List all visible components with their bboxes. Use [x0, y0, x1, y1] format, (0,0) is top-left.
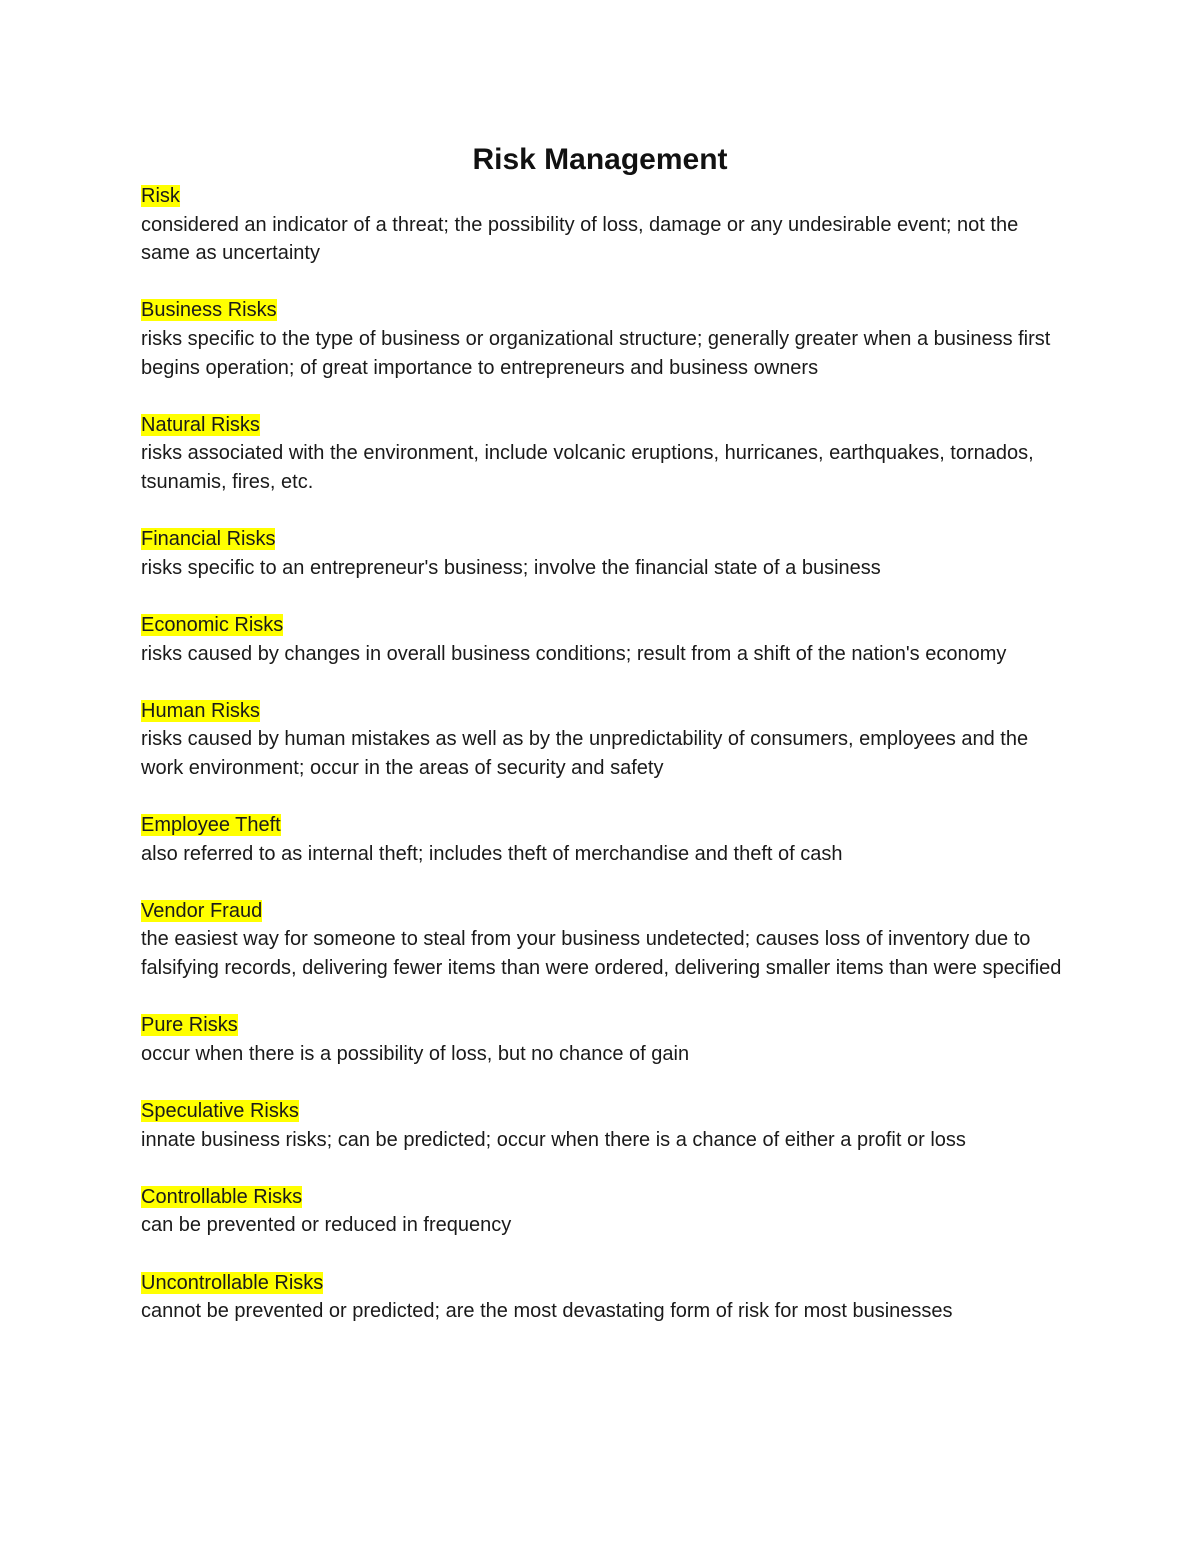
glossary-term [141, 525, 1066, 554]
term-highlight: Financial Risks [141, 528, 276, 551]
glossary-term [141, 296, 1066, 325]
glossary-definition: risks caused by changes in overall business conditions; result from a shift of the nation's economy [141, 642, 1007, 665]
glossary-entry [141, 1269, 1066, 1326]
term-highlight: Natural Risks [141, 413, 260, 436]
glossary-definition: occur when there is a possibility of loss, but no chance of gain [141, 1042, 690, 1065]
glossary-entry [141, 697, 1066, 783]
glossary-definition: risks specific to the type of business or organizational structure; generally greater when a business first begins operation; of great importance to entrepreneurs and business owners [141, 327, 1051, 379]
term-highlight: Human Risks [141, 699, 260, 722]
glossary-term [141, 697, 1066, 726]
term-highlight: Economic Risks [141, 613, 284, 636]
glossary-entry [141, 897, 1066, 983]
glossary-entry [141, 296, 1066, 382]
glossary-definition: cannot be prevented or predicted; are the most devastating form of risk for most businesses [141, 1300, 953, 1323]
glossary-entry [141, 411, 1066, 497]
glossary-entry [141, 1011, 1066, 1068]
glossary-entry [141, 1183, 1066, 1240]
term-highlight: Speculative Risks [141, 1100, 299, 1122]
term-highlight: Pure Risks [141, 1014, 238, 1037]
glossary-term [141, 897, 1066, 926]
page-title: Risk Management [472, 143, 728, 176]
glossary-term [141, 1011, 1066, 1040]
glossary-definition: can be prevented or reduced in frequency [141, 1214, 512, 1237]
glossary-entry [141, 1097, 1066, 1154]
glossary-definition: considered an indicator of a threat; the possibility of loss, damage or any undesirable event; not the same as uncertainty [141, 213, 1019, 265]
glossary-entry [141, 182, 1066, 268]
term-highlight: Business Risks [141, 299, 277, 322]
term-highlight: Controllable Risks [141, 1185, 303, 1208]
term-highlight: Employee Theft [141, 814, 281, 837]
glossary-definition: risks specific to an entrepreneur's business; involve the financial state of a business [141, 556, 881, 579]
glossary-entry [141, 611, 1066, 668]
glossary-definition: risks caused by human mistakes as well as by the unpredictability of consumers, employees and the work environment; occur in the areas of security and safety [141, 728, 1029, 779]
glossary-term [141, 1183, 1066, 1212]
glossary-entry [141, 811, 1066, 868]
glossary-definition: the easiest way for someone to steal from your business undetected; causes loss of inventory due to falsifying records, delivering fewer items than were ordered, delivering smaller items than were specified [141, 928, 1062, 980]
glossary-entry [141, 525, 1066, 582]
term-highlight: Risk [141, 185, 180, 207]
glossary-term [141, 182, 1066, 211]
glossary-definition: also referred to as internal theft; includes theft of merchandise and theft of cash [141, 842, 843, 865]
term-highlight: Vendor Fraud [141, 899, 263, 922]
glossary-term [141, 811, 1066, 840]
glossary-term [141, 611, 1066, 640]
glossary-term [141, 1097, 1066, 1126]
glossary-term [141, 1269, 1066, 1298]
glossary-list [141, 182, 1066, 1354]
glossary-definition: innate business risks; can be predicted; occur when there is a chance of either a profit or loss [141, 1128, 966, 1151]
glossary-definition: risks associated with the environment, include volcanic eruptions, hurricanes, earthquakes, tornados, tsunamis, fires, etc. [141, 442, 1034, 493]
term-highlight: Uncontrollable Risks [141, 1271, 324, 1294]
glossary-term [141, 411, 1066, 440]
